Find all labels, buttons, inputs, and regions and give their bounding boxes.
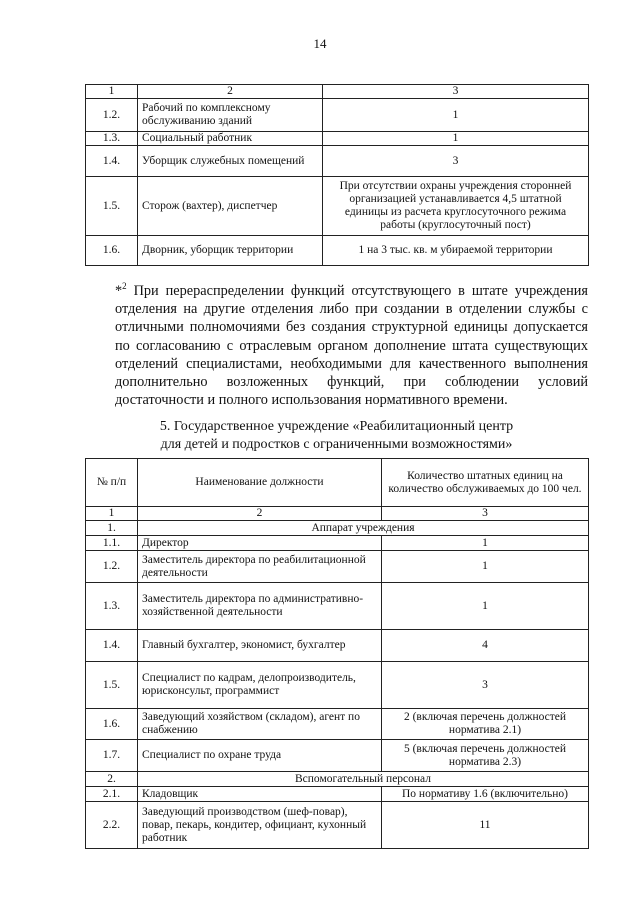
row-number: 1.2. [86,99,138,132]
group-number: 2. [86,772,138,787]
footnote-marker: * [115,283,123,299]
row-number: 1.5. [86,662,138,709]
row-number: 1.3. [86,132,138,146]
table-row [86,236,589,266]
position-name: Специалист по кадрам, делопроизводитель, юрисконсульт, программист [138,662,382,709]
staff-table-continued [85,84,589,266]
table-row [86,146,589,177]
position-count: 1 [382,551,589,583]
position-name: Заведующий хозяйством (складом), агент по снабжению [138,709,382,740]
staff-table [85,458,589,849]
position-name: Заведующий производством (шеф-повар), повар, пекарь, кондитер, официант, кухонный работник [138,802,382,849]
position-count: 1 [323,132,589,146]
position-count: 1 [382,583,589,630]
position-count: 4 [382,630,589,662]
header-count: Количество штатных единиц на количество обслуживаемых до 100 чел. [382,459,589,507]
position-name: Социальный работник [138,132,323,146]
row-number: 1.5. [86,177,138,236]
table-row [86,709,589,740]
table-row [86,536,589,551]
position-name: Директор [138,536,382,551]
footnote-paragraph [115,282,588,409]
table-row [86,99,589,132]
position-count: 1 [323,99,589,132]
header-cell: 2 [138,85,323,99]
position-count: 1 [382,536,589,551]
header-cell: 1 [86,85,138,99]
index-cell: 2 [138,507,382,521]
header-cell: 3 [323,85,589,99]
position-name: Уборщик служебных помещений [138,146,323,177]
footnote-text: При перераспределении функций отсутствующего в штате учреждения отделения на другие отделения либо при создании в отделении службы с отличными полномочиями без создания структурной единицы допускается по согласованию с отраслевым органом дополнение штата существующих отделений специалистами, необходимыми для качественного выполнения дополнительно возложенных функций, при соблюдении условий достаточности и полного использования нормативного времени. [115,283,588,409]
group-row [86,521,589,536]
page-number: 14 [313,36,327,51]
group-number: 1. [86,521,138,536]
row-number: 2.1. [86,787,138,802]
position-name: Специалист по охране труда [138,740,382,772]
row-number: 1.3. [86,583,138,630]
table-row [86,177,589,236]
table-header-row [86,459,589,507]
table-row [86,740,589,772]
position-count: 11 [382,802,589,849]
row-number: 1.7. [86,740,138,772]
row-number: 2.2. [86,802,138,849]
position-name: Дворник, уборщик территории [138,236,323,266]
footnote-superscript: 2 [122,281,127,292]
position-name: Кладовщик [138,787,382,802]
table-row [86,787,589,802]
table-row [86,551,589,583]
group-title: Вспомогательный персонал [138,772,589,787]
position-count: 3 [382,662,589,709]
position-name: Заместитель директора по реабилитационной деятельности [138,551,382,583]
position-count: 5 (включая перечень должностей норматива 2.3) [382,740,589,772]
section-title-line: 5. Государственное учреждение «Реабилитационный центр [159,419,514,434]
row-number: 1.4. [86,630,138,662]
group-row [86,772,589,787]
index-cell: 3 [382,507,589,521]
group-title: Аппарат учреждения [138,521,589,536]
position-count: При отсутствии охраны учреждения сторонней организацией устанавливается 4,5 штатной единицы из расчета круглосуточного режима работы (круглосуточный пост) [323,177,589,236]
position-name: Заместитель директора по административно-хозяйственной деятельности [138,583,382,630]
table-header-row [86,85,589,99]
table-row [86,802,589,849]
table-index-row [86,507,589,521]
position-count: 2 (включая перечень должностей норматива 2.1) [382,709,589,740]
table-row [86,662,589,709]
table-row [86,630,589,662]
row-number: 1.1. [86,536,138,551]
position-count: По нормативу 1.6 (включительно) [382,787,589,802]
table-row [86,132,589,146]
row-number: 1.6. [86,236,138,266]
position-count: 3 [323,146,589,177]
position-name: Главный бухгалтер, экономист, бухгалтер [138,630,382,662]
position-name: Рабочий по комплексному обслуживанию зданий [138,99,323,132]
row-number: 1.6. [86,709,138,740]
row-number: 1.4. [86,146,138,177]
position-name: Сторож (вахтер), диспетчер [138,177,323,236]
section-title-line: для детей и подростков с ограниченными возможностями» [160,437,513,452]
position-count: 1 на 3 тыс. кв. м убираемой территории [323,236,589,266]
header-number: № п/п [86,459,138,507]
section-title [85,418,588,454]
header-position: Наименование должности [138,459,382,507]
table-row [86,583,589,630]
row-number: 1.2. [86,551,138,583]
index-cell: 1 [86,507,138,521]
